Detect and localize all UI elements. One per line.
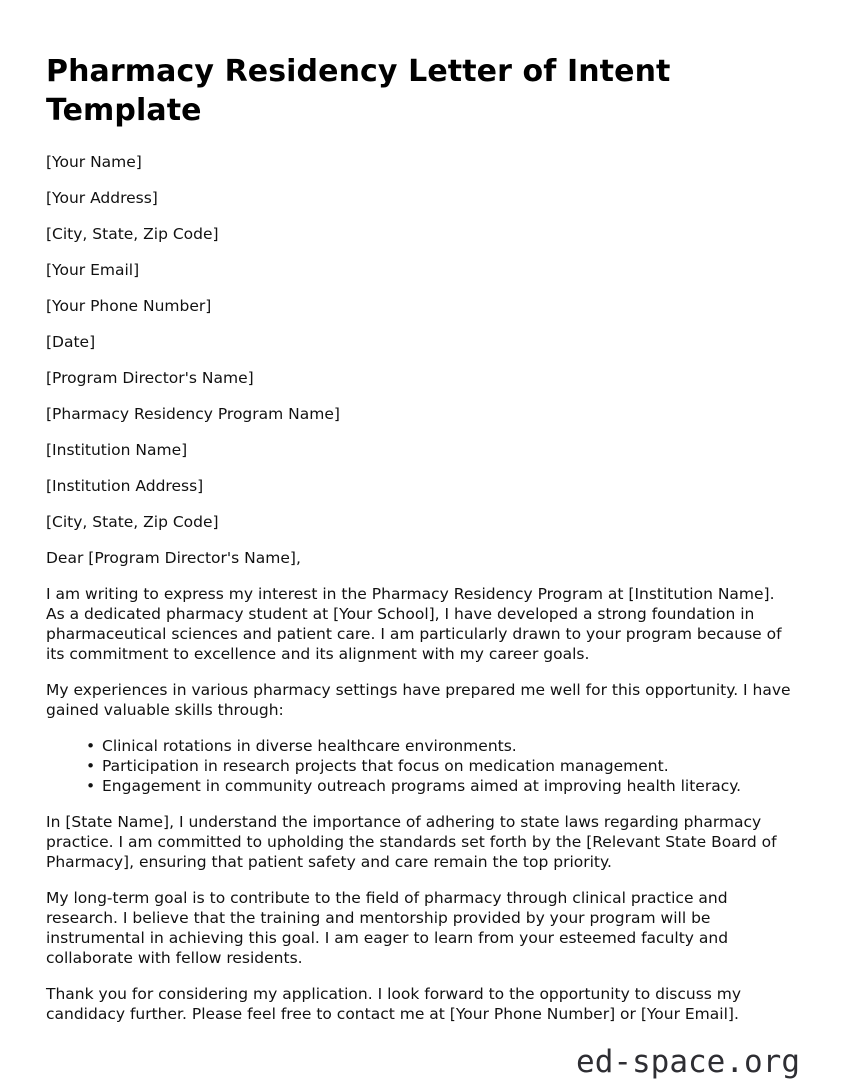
date-line: [Date] [46, 333, 96, 351]
sender-city-state-zip-line: [City, State, Zip Code] [46, 225, 219, 243]
recipient-program-name-line: [Pharmacy Residency Program Name] [46, 405, 340, 423]
page-title: Pharmacy Residency Letter of Intent Template [46, 54, 671, 128]
body-paragraph-5: Thank you for considering my application. I look forward to the opportunity to discuss my candidacy further. Please feel free to contact me at [Your Phone Number] or [Your Email]. [46, 985, 742, 1023]
site-watermark: ed-space.org [576, 1044, 800, 1080]
body-paragraph-3: In [State Name], I understand the importance of adhering to state laws regarding pharmacy practice. I am committed to upholding the standards set forth by the [Relevant State Board of Pharmacy], ensuring that patient safety and care remain the top priority. [46, 813, 777, 871]
sender-name-line: [Your Name] [46, 153, 142, 171]
body-paragraph-1: I am writing to express my interest in the Pharmacy Residency Program at [Institution Name]. As a dedicated pharmacy student at [Your School], I have developed a strong foundation in pharmaceutical sciences and patient care. I am particularly drawn to your program because of its commitment to excellence and its alignment with my career goals. [46, 585, 782, 663]
sender-email-line: [Your Email] [46, 261, 140, 279]
sender-phone-line: [Your Phone Number] [46, 297, 212, 315]
recipient-institution-name-line: [Institution Name] [46, 441, 188, 459]
recipient-institution-address-line: [Institution Address] [46, 477, 204, 495]
list-item: • Engagement in community outreach programs aimed at improving health literacy. [86, 776, 798, 796]
body-paragraph-4: My long-term goal is to contribute to the field of pharmacy through clinical practice and research. I believe that the training and mentorship provided by your program will be instrumental in achieving this goal. I am eager to learn from your esteemed faculty and collaborate with fellow residents. [46, 889, 729, 967]
salutation-line: Dear [Program Director's Name], [46, 549, 301, 567]
list-item: • Participation in research projects that focus on medication management. [86, 756, 798, 776]
skills-bullet-list [46, 736, 798, 796]
recipient-director-name-line: [Program Director's Name] [46, 369, 254, 387]
recipient-city-state-zip-line: [City, State, Zip Code] [46, 513, 219, 531]
document-body [46, 52, 798, 1040]
list-item: • Clinical rotations in diverse healthcare environments. [86, 736, 798, 756]
sender-address-line: [Your Address] [46, 189, 158, 207]
body-paragraph-2: My experiences in various pharmacy settings have prepared me well for this opportunity. I have gained valuable skills through: [46, 681, 791, 719]
